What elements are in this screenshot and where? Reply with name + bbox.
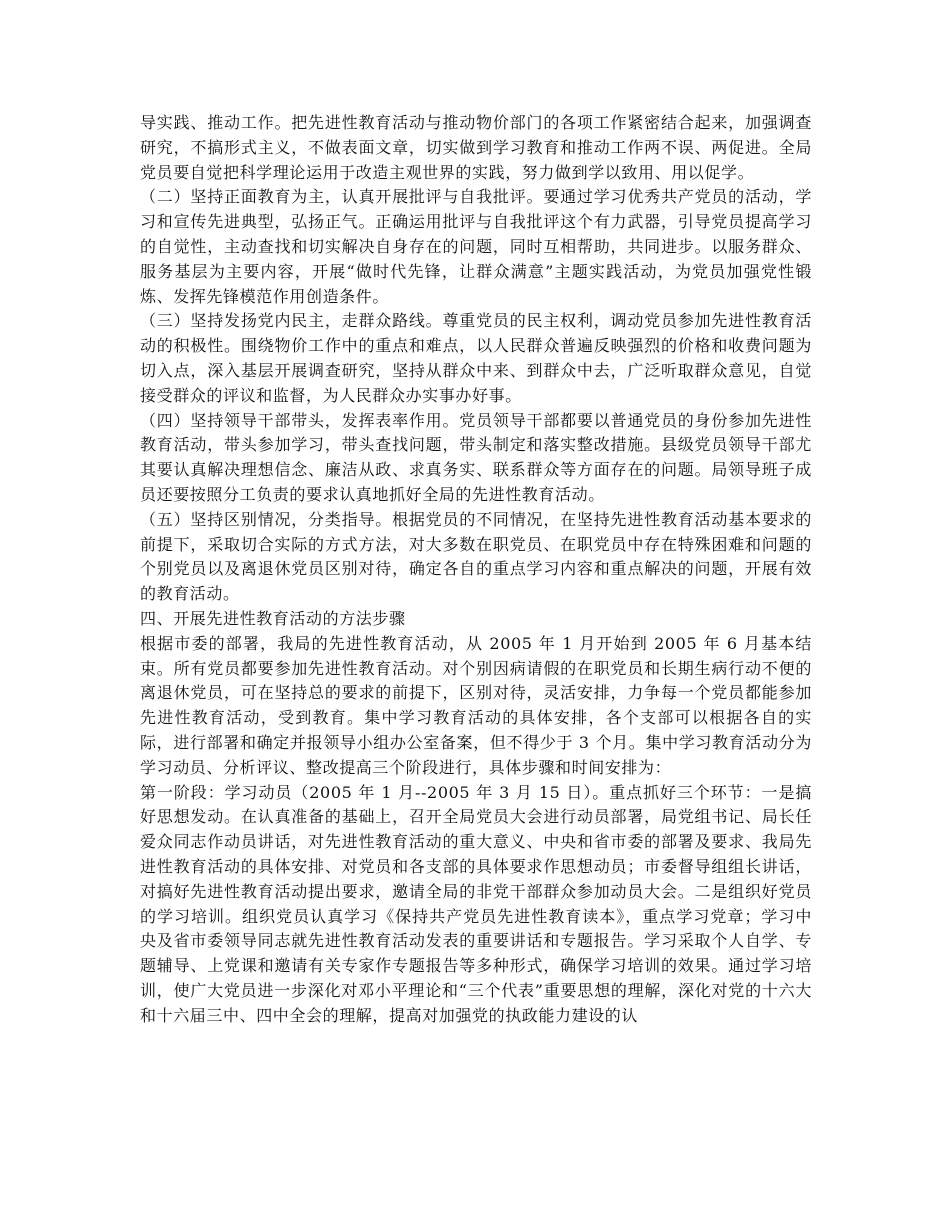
paragraph-principle-4: （四）坚持领导干部带头，发挥表率作用。党员领导干部都要以普通党员的身份参加先进性教育活动，带头参加学习，带头查找问题，带头制定和落实整改措施。县级党员领导干部尤其要认真解决理想信念、廉洁从政、求真务实、联系群众等方面存在的问题。局领导班子成员还要按照分工负责的要求认真地抓好全局的先进性教育活动。: [140, 410, 812, 504]
paragraph-principle-5: （五）坚持区别情况，分类指导。根据党员的不同情况，在坚持先进性教育活动基本要求的前提下，采取切合实际的方式方法，对大多数在职党员、在职党员中存在特殊困难和问题的个别党员以及离退休党员区别对待，确定各自的重点学习内容和重点解决的问题，开展有效的教育活动。: [140, 509, 812, 604]
paragraph-intro-continued: 导实践、推动工作。把先进性教育活动与推动物价部门的各项工作紧密结合起来，加强调查研究，不搞形式主义，不做表面文章，切实做到学习教育和推动工作两不误、两促进。全局党员要自觉把科学理论运用于改造主观世界的实践，努力做到学以致用、用以促学。: [140, 113, 812, 182]
paragraph-stage-1: 第一阶段：学习动员（2005 年 1 月--2005 年 3 月 15 日）。重点抓好三个环节：一是搞好思想发动。在认真准备的基础上，召开全局党员大会进行动员部署，局党组书记、局长任爱众同志作动员讲话，对先进性教育活动的重大意义、中央和省市委的部署及要求、我局先进性教育活动的具体安排、对党员和各支部的具体要求作思想动员；市委督导组组长讲话，对搞好先进性教育活动提出要求，邀请全局的非党干部群众参加动员大会。二是组织好党员的学习培训。组织党员认真学习《保持共产党员先进性教育读本》，重点学习党章；学习中央及省市委领导同志就先进性教育活动发表的重要讲话和专题报告。学习采取个人自学、专题辅导、上党课和邀请有关专家作专题报告等多种形式，确保学习培训的效果。通过学习培训，使广大党员进一步深化对邓小平理论和“三个代表”重要思想的理解，深化对党的十六大和十六届三中、四中全会的理解，提高对加强党的执政能力建设的认: [140, 782, 812, 1025]
paragraph-principle-3: （三）坚持发扬党内民主，走群众路线。尊重党员的民主权利，调动党员参加先进性教育活动的积极性。围绕物价工作中的重点和难点，以人民群众普遍反映强烈的价格和收费问题为切入点，深入基层开展调查研究，坚持从群众中来、到群众中去，广泛听取群众意见，自觉接受群众的评议和监督，为人民群众办实事办好事。: [140, 311, 812, 405]
paragraph-principle-2: （二）坚持正面教育为主，认真开展批评与自我批评。要通过学习优秀共产党员的活动，学习和宣传先进典型，弘扬正气。正确运用批评与自我批评这个有力武器，引导党员提高学习的自觉性，主动查找和切实解决自身存在的问题，同时互相帮助，共同进步。以服务群众、服务基层为主要内容，开展“做时代先锋，让群众满意”主题实践活动，为党员加强党性锻炼、发挥先锋模范作用创造条件。: [140, 187, 812, 306]
section-heading-4: 四、开展先进性教育活动的方法步骤: [140, 608, 406, 628]
document-page: [140, 111, 812, 1028]
paragraph-schedule-overview: 根据市委的部署，我局的先进性教育活动，从 2005 年 1 月开始到 2005 年 6 月基本结束。所有党员都要参加先进性教育活动。对个别因病请假的在职党员和长期生病行动不便的离退休党员，可在坚持总的要求的前提下，区别对待，灵活安排，力争每一个党员都能参加先进性教育活动，受到教育。集中学习教育活动的具体安排，各个支部可以根据各自的实际，进行部署和确定并报领导小组办公室备案，但不得少于 3 个月。集中学习教育活动分为学习动员、分析评议、整改提高三个阶段进行，具体步骤和时间安排为：: [140, 633, 812, 777]
